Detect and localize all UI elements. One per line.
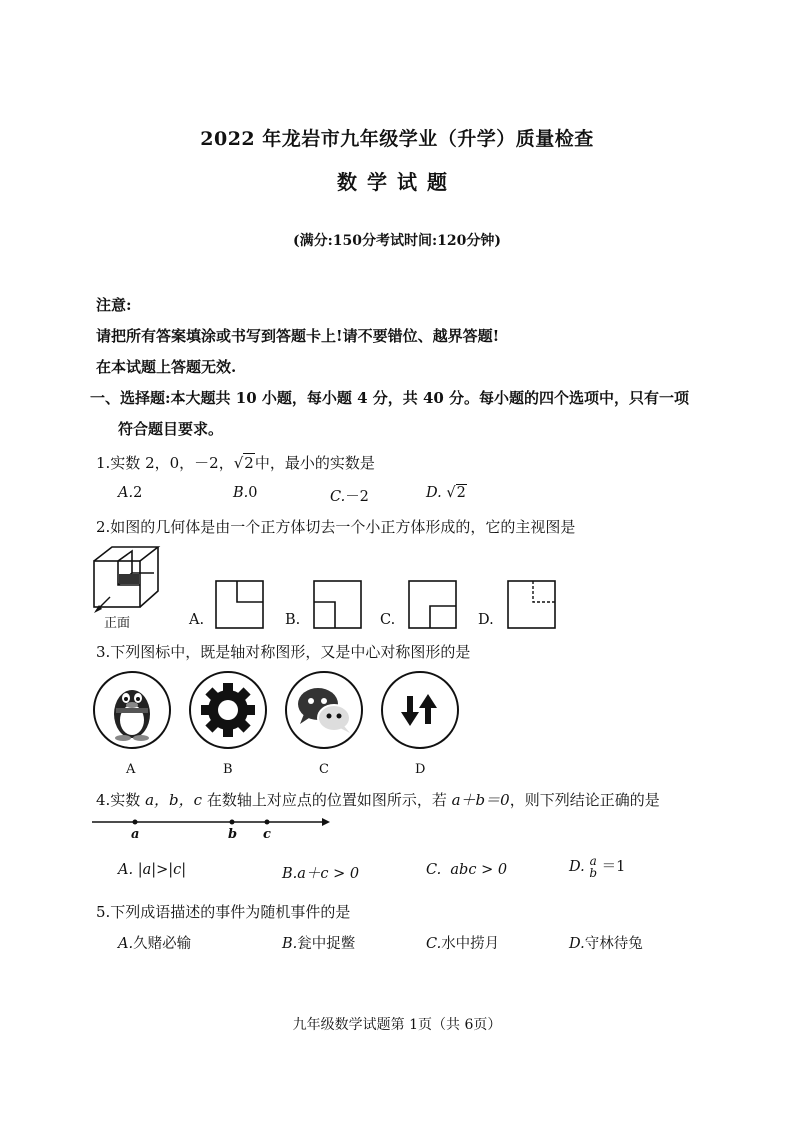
section-heading: 一、选择题:本大题共 10 小题，每小题 4 分，共 40 分。每小题的四个选项中，只有一项 xyxy=(90,389,690,407)
q1-option-d: D. √2 xyxy=(426,485,466,501)
notice-line-2: 在本试题上答题无效. xyxy=(96,358,237,376)
q3-label-b: B xyxy=(223,762,233,777)
q2-option-a-label: A. xyxy=(189,612,205,628)
question-1-stem-text: 1.实数 2，0，－2， xyxy=(96,454,234,472)
point-a-label: a xyxy=(131,827,140,842)
q3-label-d: D xyxy=(415,762,426,777)
q4-option-b: B.a＋c > 0 xyxy=(282,866,360,882)
q2-option-c-figure xyxy=(408,580,458,630)
page-title: 2022 年龙岩市九年级学业（升学）质量检查 xyxy=(200,128,594,150)
question-1-stem-text-2: 中，最小的实数是 xyxy=(254,454,375,472)
gear-icon xyxy=(188,670,268,750)
sqrt-radicand: 2 xyxy=(244,454,254,472)
q2-option-a-figure xyxy=(215,580,265,630)
q1-option-c: C.－2 xyxy=(330,489,369,505)
q1-option-a: A.2 xyxy=(118,485,143,501)
page-footer: 九年级数学试题第 1页（共 6页） xyxy=(292,1017,502,1033)
page-subtitle: 数学试题 xyxy=(337,170,457,194)
question-5-stem: 5.下列成语描述的事件为随机事件的是 xyxy=(96,903,351,921)
q4-option-c: C. abc > 0 xyxy=(426,862,508,878)
q5-option-a: A.久赌必输 xyxy=(118,936,192,952)
sqrt-symbol: √2 xyxy=(233,454,254,472)
q5-option-d: D.守林待兔 xyxy=(569,936,643,952)
chat-bubbles-icon xyxy=(284,670,364,750)
exam-meta: (满分:150分考试时间:120分钟) xyxy=(292,233,502,249)
q2-option-c-label: C. xyxy=(380,612,396,628)
q5-option-b: B.瓮中捉鳖 xyxy=(282,936,356,952)
point-c-label: c xyxy=(263,827,271,842)
up-down-arrows-icon xyxy=(380,670,460,750)
q2-option-b-figure xyxy=(313,580,363,630)
number-line xyxy=(90,814,335,844)
q3-label-c: C xyxy=(319,762,329,777)
question-2-stem: 2.如图的几何体是由一个正方体切去一个小正方体形成的，它的主视图是 xyxy=(96,518,576,536)
question-3-stem: 3.下列图标中，既是轴对称图形，又是中心对称图形的是 xyxy=(96,643,471,661)
q5-option-c: C.水中捞月 xyxy=(426,936,500,952)
point-b-label: b xyxy=(228,827,238,842)
q4-option-a: A. |a|>|c| xyxy=(118,862,187,878)
front-label: 正面 xyxy=(104,616,131,631)
question-1-stem xyxy=(96,452,375,473)
notice-heading: 注意: xyxy=(96,296,132,314)
q1-option-b: B.0 xyxy=(233,485,258,501)
notice-line-1: 请把所有答案填涂或书写到答题卡上!请不要错位、越界答题! xyxy=(96,327,500,345)
q2-option-d-figure xyxy=(507,580,557,630)
q2-option-d-label: D. xyxy=(478,612,494,628)
q3-label-a: A xyxy=(126,762,136,777)
question-4-stem: 4.实数 a，b，c 在数轴上对应点的位置如图所示，若 a＋b＝0，则下列结论正确的是 xyxy=(96,791,660,809)
q4-option-d: D. a b ＝1 xyxy=(569,854,626,880)
q2-option-b-label: B. xyxy=(285,612,301,628)
section-heading-cont: 符合题目要求。 xyxy=(118,420,224,438)
penguin-icon xyxy=(92,670,172,750)
